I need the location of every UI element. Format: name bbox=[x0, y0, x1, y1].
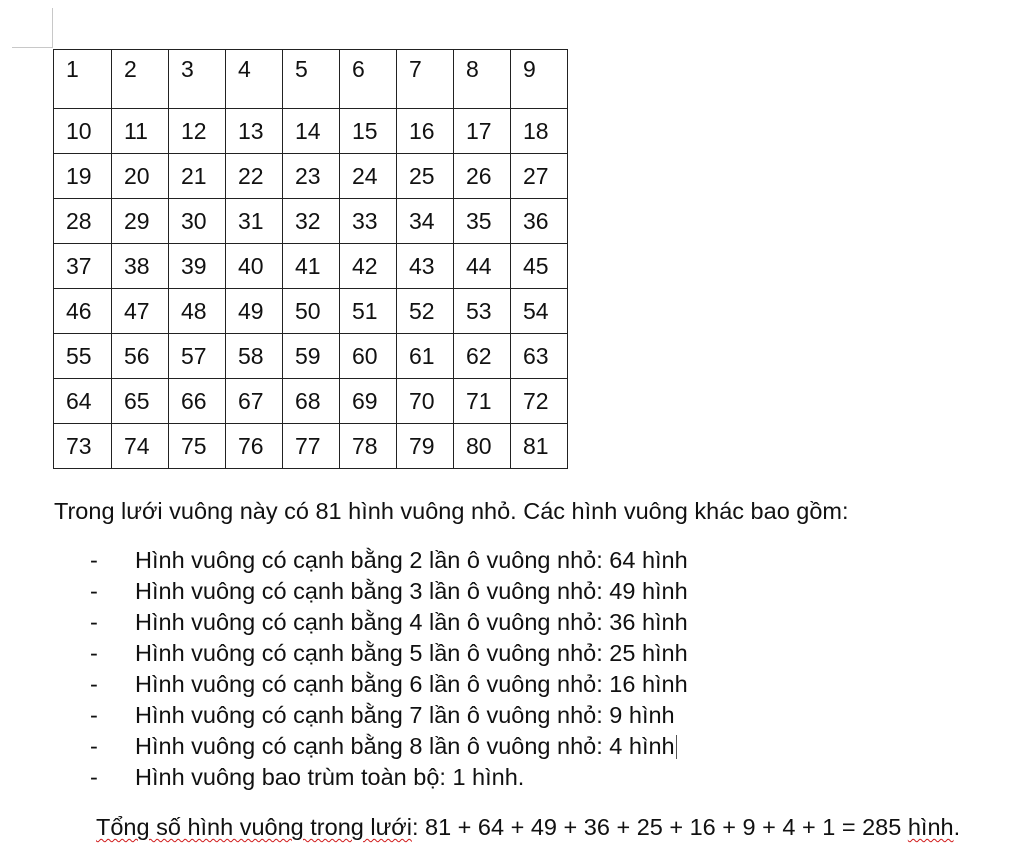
grid-cell[interactable]: 43 bbox=[397, 244, 454, 289]
grid-row bbox=[54, 50, 568, 109]
grid-cell[interactable]: 44 bbox=[454, 244, 511, 289]
grid-cell[interactable]: 66 bbox=[169, 379, 226, 424]
grid-cell[interactable]: 65 bbox=[112, 379, 169, 424]
grid-cell[interactable]: 40 bbox=[226, 244, 283, 289]
grid-cell[interactable]: 4 bbox=[226, 50, 283, 109]
grid-cell[interactable]: 15 bbox=[340, 109, 397, 154]
grid-cell[interactable]: 30 bbox=[169, 199, 226, 244]
grid-cell[interactable]: 18 bbox=[511, 109, 568, 154]
list-item-text: Hình vuông có cạnh bằng 8 lần ô vuông nhỏ: 4 hình bbox=[135, 733, 675, 759]
grid-cell[interactable]: 5 bbox=[283, 50, 340, 109]
grid-cell[interactable]: 42 bbox=[340, 244, 397, 289]
margin-crop-mark-horizontal bbox=[12, 47, 53, 48]
list-item[interactable] bbox=[90, 638, 688, 669]
grid-cell[interactable]: 17 bbox=[454, 109, 511, 154]
grid-cell[interactable]: 27 bbox=[511, 154, 568, 199]
list-item-text: Hình vuông có cạnh bằng 4 lần ô vuông nhỏ: 36 hình bbox=[135, 609, 688, 635]
grid-cell[interactable]: 37 bbox=[54, 244, 112, 289]
grid-cell[interactable]: 78 bbox=[340, 424, 397, 469]
grid-cell[interactable]: 22 bbox=[226, 154, 283, 199]
grid-row bbox=[54, 289, 568, 334]
bullet-dash: - bbox=[90, 609, 98, 635]
grid-cell[interactable]: 8 bbox=[454, 50, 511, 109]
grid-cell[interactable]: 28 bbox=[54, 199, 112, 244]
grid-cell[interactable]: 81 bbox=[511, 424, 568, 469]
grid-cell[interactable]: 49 bbox=[226, 289, 283, 334]
grid-cell[interactable]: 23 bbox=[283, 154, 340, 199]
grid-cell[interactable]: 73 bbox=[54, 424, 112, 469]
grid-cell[interactable]: 69 bbox=[340, 379, 397, 424]
summary-end-punct: . bbox=[953, 814, 961, 840]
grid-cell[interactable]: 62 bbox=[454, 334, 511, 379]
grid-cell[interactable]: 11 bbox=[112, 109, 169, 154]
grid-cell[interactable]: 36 bbox=[511, 199, 568, 244]
grid-cell[interactable]: 33 bbox=[340, 199, 397, 244]
list-item[interactable] bbox=[90, 576, 688, 607]
grid-cell[interactable]: 54 bbox=[511, 289, 568, 334]
grid-cell[interactable]: 31 bbox=[226, 199, 283, 244]
grid-cell[interactable]: 7 bbox=[397, 50, 454, 109]
grid-cell[interactable]: 70 bbox=[397, 379, 454, 424]
grid-cell[interactable]: 46 bbox=[54, 289, 112, 334]
grid-cell[interactable]: 35 bbox=[454, 199, 511, 244]
grid-cell[interactable]: 16 bbox=[397, 109, 454, 154]
grid-row bbox=[54, 109, 568, 154]
summary-end-word: hình bbox=[907, 814, 954, 840]
square-count-list bbox=[90, 545, 688, 793]
list-item[interactable] bbox=[90, 669, 688, 700]
grid-cell[interactable]: 56 bbox=[112, 334, 169, 379]
list-item-text: Hình vuông có cạnh bằng 7 lần ô vuông nhỏ: 9 hình bbox=[135, 702, 675, 728]
bullet-dash: - bbox=[90, 702, 98, 728]
summary-label: Tổng số hình vuông trong lưới bbox=[96, 814, 412, 840]
list-item-text: Hình vuông có cạnh bằng 6 lần ô vuông nhỏ: 16 hình bbox=[135, 671, 688, 697]
bullet-dash: - bbox=[90, 764, 98, 790]
grid-cell[interactable]: 75 bbox=[169, 424, 226, 469]
grid-row bbox=[54, 154, 568, 199]
grid-cell[interactable]: 76 bbox=[226, 424, 283, 469]
grid-cell[interactable]: 47 bbox=[112, 289, 169, 334]
grid-cell[interactable]: 68 bbox=[283, 379, 340, 424]
grid-cell[interactable]: 3 bbox=[169, 50, 226, 109]
grid-cell[interactable]: 20 bbox=[112, 154, 169, 199]
grid-cell[interactable]: 6 bbox=[340, 50, 397, 109]
grid-cell[interactable]: 64 bbox=[54, 379, 112, 424]
grid-cell[interactable]: 63 bbox=[511, 334, 568, 379]
grid-cell[interactable]: 1 bbox=[54, 50, 112, 109]
text-cursor bbox=[676, 735, 677, 759]
bullet-dash: - bbox=[90, 578, 98, 604]
grid-cell[interactable]: 2 bbox=[112, 50, 169, 109]
grid-cell[interactable]: 51 bbox=[340, 289, 397, 334]
grid-cell[interactable]: 38 bbox=[112, 244, 169, 289]
grid-cell[interactable]: 32 bbox=[283, 199, 340, 244]
list-item-text: Hình vuông bao trùm toàn bộ: 1 hình. bbox=[135, 764, 525, 790]
list-item[interactable] bbox=[90, 545, 688, 576]
grid-cell[interactable]: 39 bbox=[169, 244, 226, 289]
grid-cell[interactable]: 53 bbox=[454, 289, 511, 334]
grid-cell[interactable]: 9 bbox=[511, 50, 568, 109]
number-grid bbox=[53, 49, 568, 469]
grid-cell[interactable]: 14 bbox=[283, 109, 340, 154]
grid-row bbox=[54, 244, 568, 289]
grid-cell[interactable]: 77 bbox=[283, 424, 340, 469]
grid-cell[interactable]: 79 bbox=[397, 424, 454, 469]
grid-cell[interactable]: 41 bbox=[283, 244, 340, 289]
list-item[interactable] bbox=[90, 607, 688, 638]
grid-row bbox=[54, 334, 568, 379]
grid-cell[interactable]: 24 bbox=[340, 154, 397, 199]
grid-cell[interactable]: 19 bbox=[54, 154, 112, 199]
list-item[interactable] bbox=[90, 731, 688, 762]
grid-cell[interactable]: 52 bbox=[397, 289, 454, 334]
grid-cell[interactable]: 72 bbox=[511, 379, 568, 424]
grid-cell[interactable]: 71 bbox=[454, 379, 511, 424]
grid-cell[interactable]: 60 bbox=[340, 334, 397, 379]
grid-cell[interactable]: 34 bbox=[397, 199, 454, 244]
list-item[interactable] bbox=[90, 762, 688, 793]
grid-cell[interactable]: 48 bbox=[169, 289, 226, 334]
grid-cell[interactable]: 26 bbox=[454, 154, 511, 199]
bullet-dash: - bbox=[90, 671, 98, 697]
grid-row bbox=[54, 379, 568, 424]
grid-cell[interactable]: 45 bbox=[511, 244, 568, 289]
bullet-dash: - bbox=[90, 640, 98, 666]
grid-cell[interactable]: 50 bbox=[283, 289, 340, 334]
grid-cell[interactable]: 80 bbox=[454, 424, 511, 469]
list-item-text: Hình vuông có cạnh bằng 5 lần ô vuông nhỏ: 25 hình bbox=[135, 640, 688, 666]
grid-row bbox=[54, 424, 568, 469]
bullet-dash: - bbox=[90, 733, 98, 759]
list-item-text: Hình vuông có cạnh bằng 2 lần ô vuông nhỏ: 64 hình bbox=[135, 547, 688, 573]
grid-cell[interactable]: 67 bbox=[226, 379, 283, 424]
grid-cell[interactable]: 59 bbox=[283, 334, 340, 379]
grid-cell[interactable]: 10 bbox=[54, 109, 112, 154]
list-item[interactable] bbox=[90, 700, 688, 731]
grid-cell[interactable]: 58 bbox=[226, 334, 283, 379]
intro-paragraph[interactable]: Trong lưới vuông này có 81 hình vuông nhỏ. Các hình vuông khác bao gồm: bbox=[54, 498, 849, 524]
grid-cell[interactable]: 21 bbox=[169, 154, 226, 199]
list-item-text: Hình vuông có cạnh bằng 3 lần ô vuông nhỏ: 49 hình bbox=[135, 578, 688, 604]
grid-cell[interactable]: 55 bbox=[54, 334, 112, 379]
margin-crop-mark-vertical bbox=[52, 8, 53, 48]
grid-cell[interactable]: 29 bbox=[112, 199, 169, 244]
grid-cell[interactable]: 57 bbox=[169, 334, 226, 379]
grid-cell[interactable]: 61 bbox=[397, 334, 454, 379]
bullet-dash: - bbox=[90, 547, 98, 573]
summary-paragraph[interactable] bbox=[96, 814, 960, 841]
summary-equation: : 81 + 64 + 49 + 36 + 25 + 16 + 9 + 4 + 1 = 285 bbox=[411, 814, 908, 840]
grid-row bbox=[54, 199, 568, 244]
grid-cell[interactable]: 25 bbox=[397, 154, 454, 199]
grid-cell[interactable]: 13 bbox=[226, 109, 283, 154]
grid-cell[interactable]: 74 bbox=[112, 424, 169, 469]
grid-cell[interactable]: 12 bbox=[169, 109, 226, 154]
